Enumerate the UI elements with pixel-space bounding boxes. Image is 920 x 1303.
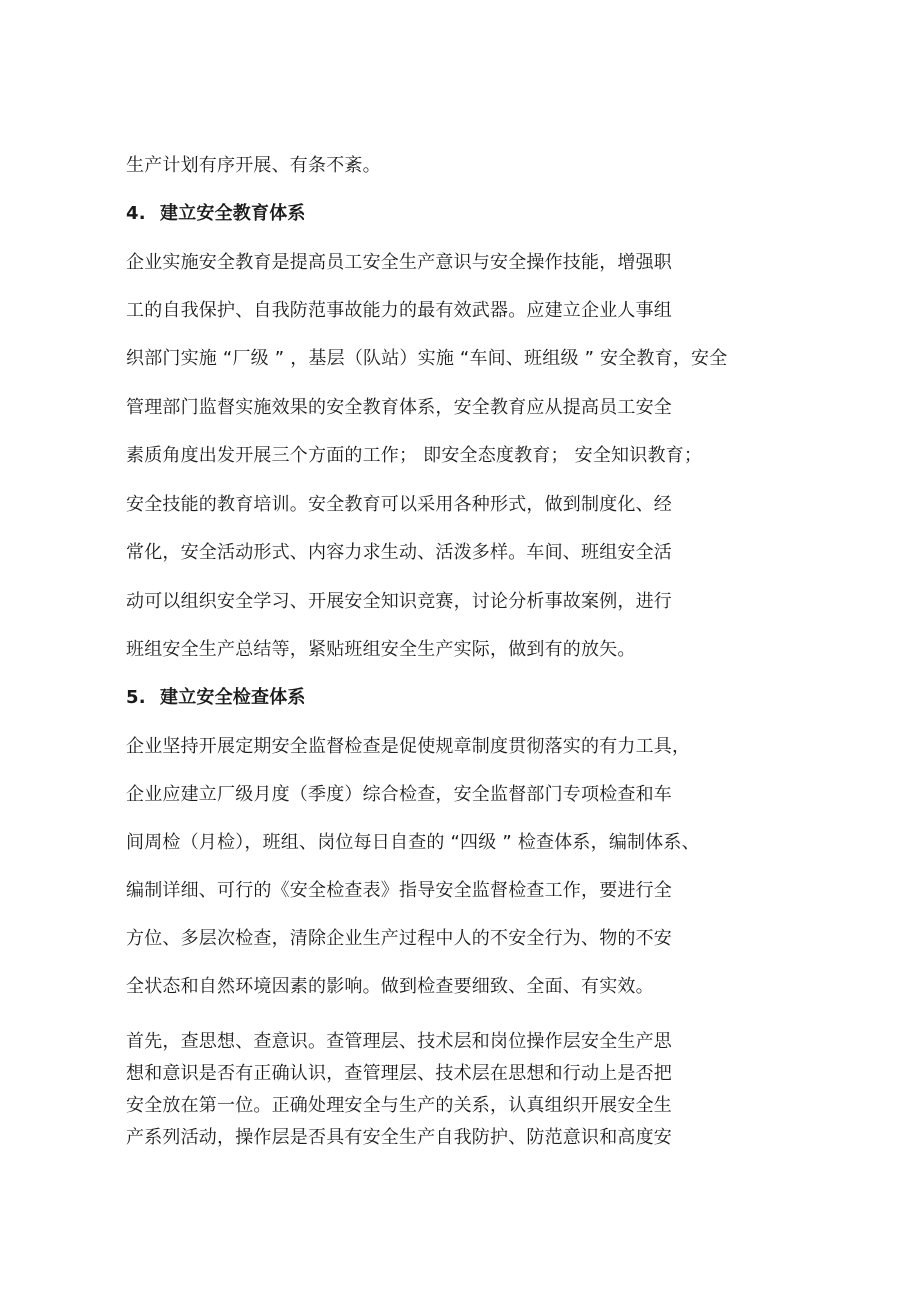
paragraph-line: 产系列活动，操作层是否具有安全生产自我防护、防范意识和高度安: [126, 1127, 672, 1148]
section-5-number: 5.: [126, 687, 146, 708]
paragraph-line: 工的自我保护、自我防范事故能力的最有效武器。应建立企业人事组: [126, 300, 672, 321]
section-5-heading: [126, 687, 306, 709]
paragraph-line: 素质角度出发开展三个方面的工作； 即安全态度教育； 安全知识教育；: [126, 445, 703, 466]
paragraph-line: 方位、多层次检查，清除企业生产过程中人的不安全行为、物的不安: [126, 928, 672, 949]
section-4-heading: [126, 203, 306, 225]
paragraph-line: 班组安全生产总结等，紧贴班组安全生产实际，做到有的放矢。: [126, 639, 636, 660]
paragraph-line: 安全技能的教育培训。安全教育可以采用各种形式，做到制度化、经: [126, 494, 672, 515]
paragraph-line: 想和意识是否有正确认识，查管理层、技术层在思想和行动上是否把: [126, 1063, 672, 1084]
paragraph-line: 企业实施安全教育是提高员工安全生产意识与安全操作技能，增强职: [126, 252, 672, 273]
paragraph-line: 织部门实施 “厂级 ” ，基层（队站）实施 “车间、班组级 ” 安全教育，安全: [126, 348, 728, 369]
paragraph-line: 编制详细、可行的《安全检查表》指导安全监督检查工作，要进行全: [126, 880, 672, 901]
section-4-title: 建立安全教育体系: [160, 203, 306, 224]
paragraph-line: 首先，查思想、查意识。查管理层、技术层和岗位操作层安全生产思: [126, 1031, 672, 1052]
section-5-title: 建立安全检查体系: [160, 687, 306, 708]
paragraph-line: 动可以组织安全学习、开展安全知识竞赛，讨论分析事故案例，进行: [126, 591, 672, 612]
paragraph-line: 企业坚持开展定期安全监督检查是促使规章制度贯彻落实的有力工具，: [126, 736, 691, 757]
paragraph-line: 间周检（月检），班组、岗位每日自查的 “四级 ” 检查体系，编制体系、: [126, 832, 700, 853]
paragraph-line: 企业应建立厂级月度（季度）综合检查，安全监督部门专项检查和车: [126, 784, 672, 805]
paragraph-line: 常化，安全活动形式、内容力求生动、活泼多样。车间、班组安全活: [126, 542, 672, 563]
paragraph-line: 安全放在第一位。正确处理安全与生产的关系，认真组织开展安全生: [126, 1095, 672, 1116]
paragraph-line: 管理部门监督实施效果的安全教育体系，安全教育应从提高员工安全: [126, 397, 672, 418]
section-4-number: 4.: [126, 203, 146, 224]
paragraph-line: 生产计划有序开展、有条不紊。: [126, 155, 381, 176]
paragraph-line: 全状态和自然环境因素的影响。做到检查要细致、全面、有实效。: [126, 976, 654, 997]
